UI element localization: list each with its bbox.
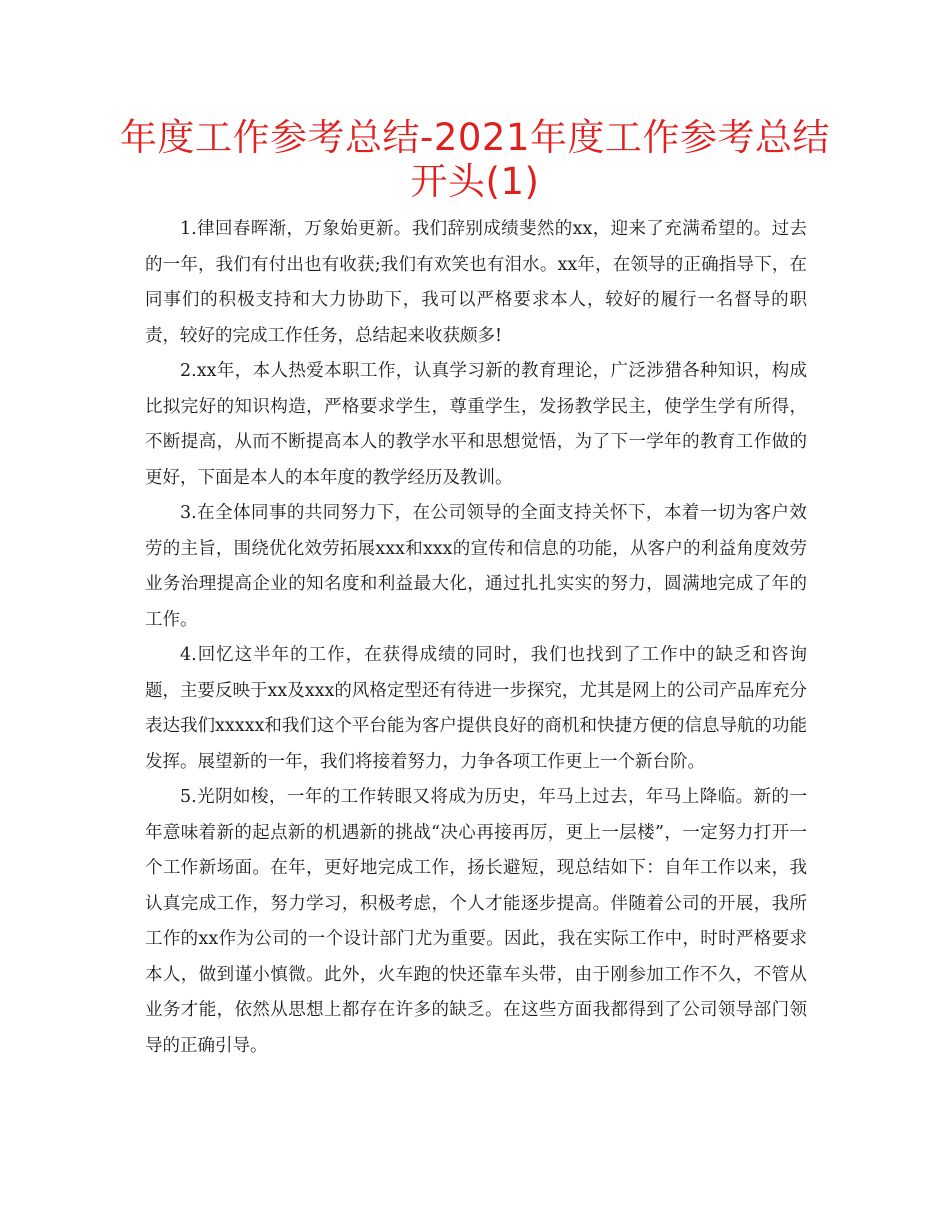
document-body xyxy=(145,212,807,1064)
document-title: 年度工作参考总结-2021年度工作参考总结开头(1) xyxy=(120,116,831,203)
paragraph-5: 5.光阴如梭，一年的工作转眼又将成为历史，年马上过去，年马上降临。新的一年意味着新的起点新的机遇新的挑战“决心再接再厉，更上一层楼”，一定努力打开一个工作新场面。在年，更好地完成工作，扬长避短，现总结如下：自年工作以来，我认真完成工作，努力学习，积极考虑，个人才能逐步提高。伴随着公司的开展，我所工作的xx作为公司的一个设计部门尤为重要。因此，我在实际工作中，时时严格要求本人，做到谨小慎微。此外，火车跑的快还靠车头带，由于刚参加工作不久，不管从业务才能，依然从思想上都存在许多的缺乏。在这些方面我都得到了公司领导部门领导的正确引导。 xyxy=(145,787,807,1056)
paragraph-1: 1.律回春晖渐，万象始更新。我们辞别成绩斐然的xx，迎来了充满希望的。过去的一年，我们有付出也有收获;我们有欢笑也有泪水。xx年，在领导的正确指导下，在同事们的积极支持和大力协助下，我可以严格要求本人，较好的履行一名督导的职责，较好的完成工作任务，总结起来收获颇多! xyxy=(145,219,807,346)
paragraph-3: 3.在全体同事的共同努力下，在公司领导的全面支持关怀下，本着一切为客户效劳的主旨，围绕优化效劳拓展xxx和xxx的宣传和信息的功能，从客户的利益角度效劳业务治理提高企业的知名度和利益最大化，通过扎扎实实的努力，圆满地完成了年的工作。 xyxy=(145,503,807,630)
paragraph-4: 4.回忆这半年的工作，在获得成绩的同时，我们也找到了工作中的缺乏和咨询题，主要反映于xx及xxx的风格定型还有待进一步探究，尤其是网上的公司产品库充分表达我们xxxxx和我们这个平台能为客户提供良好的商机和快捷方便的信息导航的功能发挥。展望新的一年，我们将接着努力，力争各项工作更上一个新台阶。 xyxy=(145,645,807,772)
paragraph-2: 2.xx年，本人热爱本职工作，认真学习新的教育理论，广泛涉猎各种知识，构成比拟完好的知识构造，严格要求学生，尊重学生，发扬教学民主，使学生学有所得，不断提高，从而不断提高本人的教学水平和思想觉悟，为了下一学年的教育工作做的更好，下面是本人的本年度的教学经历及教训。 xyxy=(145,361,807,488)
